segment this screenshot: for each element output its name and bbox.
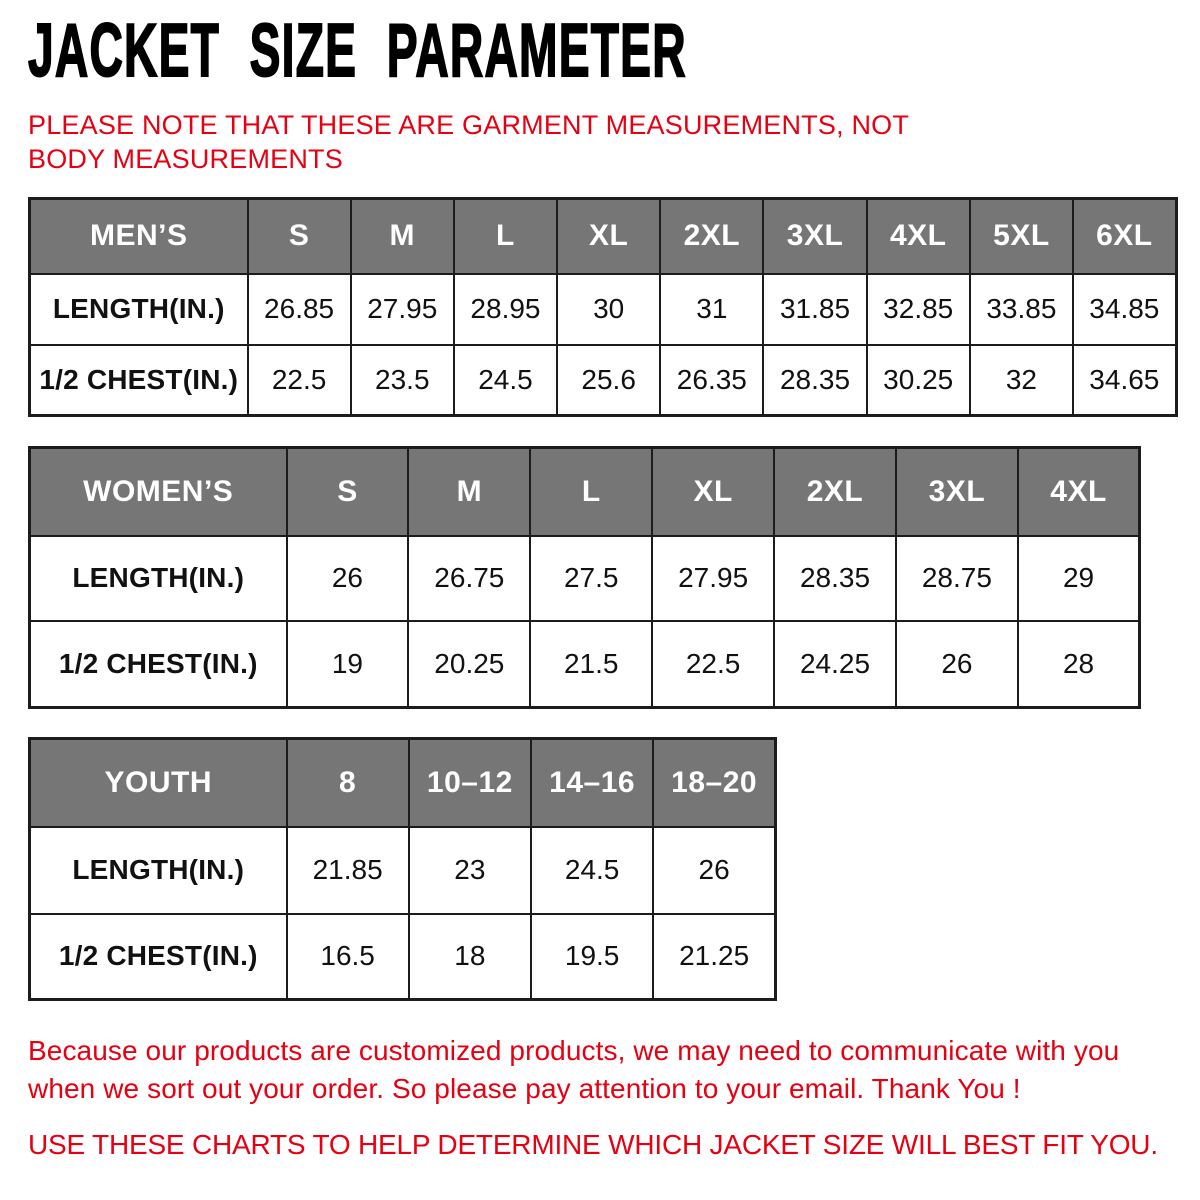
mens-value-cell: 31.85 <box>763 274 866 345</box>
womens-value-cell: 29 <box>1018 536 1140 621</box>
mens-data-row <box>30 274 1177 345</box>
mens-value-cell: 34.65 <box>1073 345 1176 416</box>
womens-row-label: 1/2 CHEST(IN.) <box>30 621 287 708</box>
mens-data-row <box>30 345 1177 416</box>
womens-value-cell: 26.75 <box>408 536 530 621</box>
page-title: JACKET SIZE PARAMETER <box>28 9 687 93</box>
mens-size-header: 5XL <box>970 199 1073 274</box>
youth-data-row <box>30 914 776 1000</box>
mens-value-cell: 28.95 <box>454 274 557 345</box>
youth-value-cell: 16.5 <box>287 914 409 1000</box>
youth-header-row <box>30 739 776 827</box>
womens-value-cell: 28.35 <box>774 536 896 621</box>
mens-row-label: 1/2 CHEST(IN.) <box>30 345 248 416</box>
womens-value-cell: 24.25 <box>774 621 896 708</box>
womens-value-cell: 27.5 <box>530 536 652 621</box>
womens-table-grid <box>28 446 1141 709</box>
mens-value-cell: 23.5 <box>351 345 454 416</box>
womens-value-cell: 20.25 <box>408 621 530 708</box>
womens-header-title: WOMEN’S <box>30 448 287 536</box>
mens-value-cell: 22.5 <box>248 345 351 416</box>
womens-row-label: LENGTH(IN.) <box>30 536 287 621</box>
youth-size-header: 10–12 <box>409 739 531 827</box>
womens-header-row <box>30 448 1140 536</box>
youth-value-cell: 18 <box>409 914 531 1000</box>
youth-size-table <box>28 737 777 1001</box>
mens-value-cell: 27.95 <box>351 274 454 345</box>
mens-header-title: MEN’S <box>30 199 248 274</box>
mens-size-header: 2XL <box>660 199 763 274</box>
mens-value-cell: 24.5 <box>454 345 557 416</box>
customization-notice: Because our products are customized products, we may need to communicate with you when we sort out your order. So please pay attention to your email. Thank You ! <box>28 1035 1120 1104</box>
youth-table-grid <box>28 737 777 1001</box>
mens-size-header: 3XL <box>763 199 866 274</box>
mens-value-cell: 26.35 <box>660 345 763 416</box>
mens-value-cell: 32.85 <box>867 274 970 345</box>
mens-row-label: LENGTH(IN.) <box>30 274 248 345</box>
youth-header-title: YOUTH <box>30 739 287 827</box>
womens-size-header: L <box>530 448 652 536</box>
mens-size-header: S <box>248 199 351 274</box>
mens-size-header: 4XL <box>867 199 970 274</box>
womens-value-cell: 21.5 <box>530 621 652 708</box>
mens-value-cell: 28.35 <box>763 345 866 416</box>
mens-value-cell: 30 <box>557 274 660 345</box>
mens-size-header: M <box>351 199 454 274</box>
youth-value-cell: 26 <box>653 827 775 914</box>
mens-value-cell: 34.85 <box>1073 274 1176 345</box>
youth-value-cell: 24.5 <box>531 827 653 914</box>
womens-size-table <box>28 446 1141 709</box>
youth-size-header: 18–20 <box>653 739 775 827</box>
chart-usage-advice: USE THESE CHARTS TO HELP DETERMINE WHICH JACKET SIZE WILL BEST FIT YOU. <box>28 1129 1158 1160</box>
womens-size-header: S <box>287 448 409 536</box>
womens-size-header: 2XL <box>774 448 896 536</box>
youth-size-header: 8 <box>287 739 409 827</box>
womens-data-row <box>30 621 1140 708</box>
mens-size-header: L <box>454 199 557 274</box>
youth-row-label: 1/2 CHEST(IN.) <box>30 914 287 1000</box>
womens-size-header: 4XL <box>1018 448 1140 536</box>
mens-value-cell: 30.25 <box>867 345 970 416</box>
garment-measurement-note: PLEASE NOTE THAT THESE ARE GARMENT MEASUREMENTS, NOT BODY MEASUREMENTS <box>28 110 909 174</box>
mens-size-table <box>28 197 1178 417</box>
womens-value-cell: 27.95 <box>652 536 774 621</box>
mens-value-cell: 25.6 <box>557 345 660 416</box>
youth-data-row <box>30 827 776 914</box>
youth-value-cell: 21.25 <box>653 914 775 1000</box>
womens-value-cell: 26 <box>896 621 1018 708</box>
womens-value-cell: 26 <box>287 536 409 621</box>
mens-size-header: XL <box>557 199 660 274</box>
womens-data-row <box>30 536 1140 621</box>
youth-value-cell: 21.85 <box>287 827 409 914</box>
mens-header-row <box>30 199 1177 274</box>
youth-value-cell: 23 <box>409 827 531 914</box>
womens-value-cell: 28 <box>1018 621 1140 708</box>
womens-size-header: XL <box>652 448 774 536</box>
mens-value-cell: 32 <box>970 345 1073 416</box>
womens-value-cell: 28.75 <box>896 536 1018 621</box>
mens-value-cell: 31 <box>660 274 763 345</box>
womens-value-cell: 19 <box>287 621 409 708</box>
womens-size-header: M <box>408 448 530 536</box>
mens-table-grid <box>28 197 1178 417</box>
youth-row-label: LENGTH(IN.) <box>30 827 287 914</box>
youth-value-cell: 19.5 <box>531 914 653 1000</box>
youth-size-header: 14–16 <box>531 739 653 827</box>
womens-value-cell: 22.5 <box>652 621 774 708</box>
womens-size-header: 3XL <box>896 448 1018 536</box>
mens-value-cell: 33.85 <box>970 274 1073 345</box>
mens-size-header: 6XL <box>1073 199 1176 274</box>
mens-value-cell: 26.85 <box>248 274 351 345</box>
